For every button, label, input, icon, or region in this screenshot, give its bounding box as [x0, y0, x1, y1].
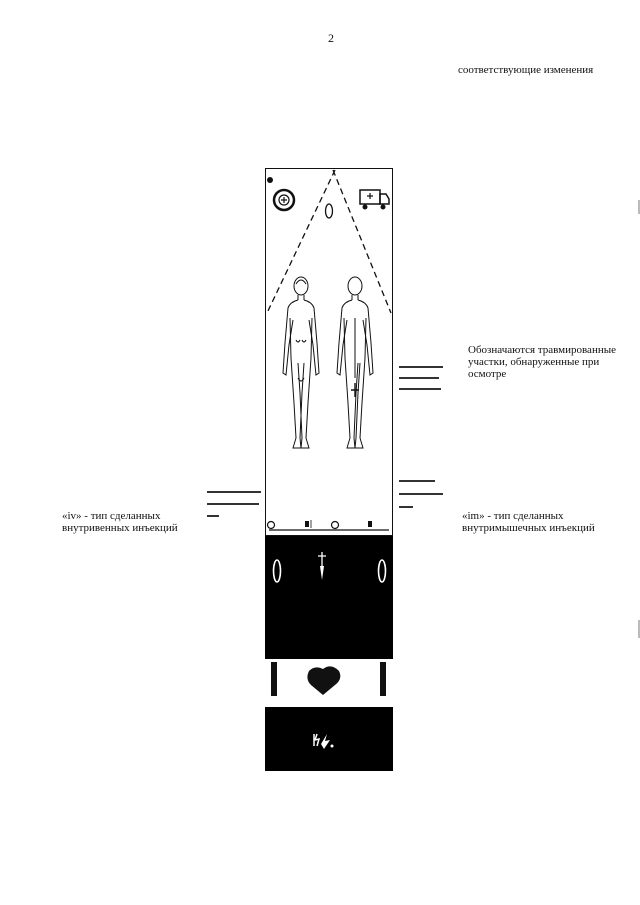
im-annotation: [462, 510, 595, 534]
triage-card-diagram: [265, 168, 393, 771]
iv-annotation-line: внутривенных инъекций: [62, 522, 178, 534]
smudge-text-icon: [399, 480, 445, 514]
trauma-annotation-line: осмотре: [468, 368, 507, 380]
header-note: соответствующие изменения: [458, 64, 594, 76]
trauma-annotation-line: участки, обнаруженные при: [468, 356, 600, 368]
smudge-text-icon: [207, 491, 263, 523]
im-leader-label-smudge: [399, 480, 445, 519]
strip-bar-icon: [380, 662, 386, 696]
timeline-marker-icon: [305, 521, 309, 527]
iv-annotation-line: «iv» - тип сделанных: [62, 510, 161, 522]
timeline-marker-icon: [368, 521, 372, 527]
trauma-leader-label-smudge: [399, 366, 445, 401]
strip-bar-icon: [271, 662, 277, 696]
im-annotation-line: внутримышечных инъекций: [462, 522, 595, 534]
iv-leader-label-smudge: [207, 491, 263, 528]
smudge-text-icon: [399, 366, 445, 396]
iv-annotation: [62, 510, 178, 534]
trauma-annotation-line: Обозначаются травмированные: [468, 344, 616, 356]
injection-panel: [265, 536, 393, 659]
im-annotation-line: «im» - тип сделанных: [462, 510, 564, 522]
defib-panel: [265, 707, 393, 771]
trauma-annotation: [468, 344, 616, 380]
page-number: 2: [328, 31, 334, 45]
corner-dot-icon: [267, 177, 273, 183]
